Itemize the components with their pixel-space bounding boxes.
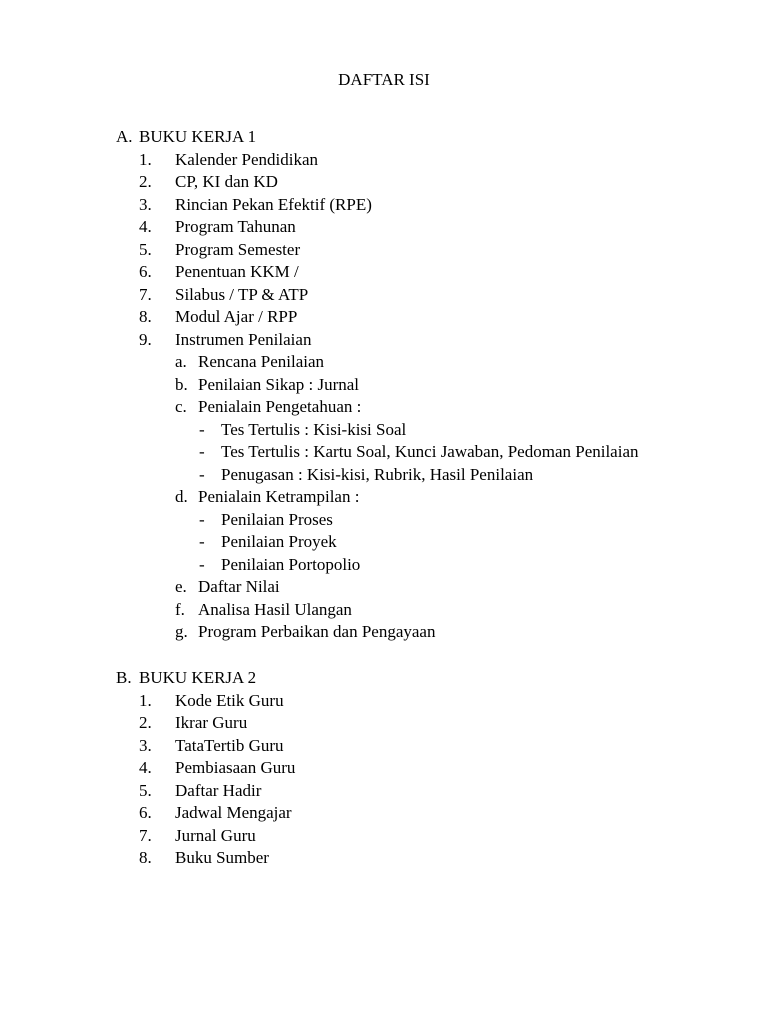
sub-item-label: Penialain Ketrampilan : (198, 487, 360, 506)
section-marker: B. (116, 668, 132, 687)
item-number: 2. (139, 172, 152, 191)
sub-item-letter: e. (175, 577, 187, 596)
dash-marker: - (199, 442, 205, 461)
sub-list-item (0, 599, 768, 622)
sub-list-item (0, 351, 768, 374)
item-number: 8. (139, 848, 152, 867)
list-item (0, 690, 768, 713)
bullet-item-label: Penilaian Proses (221, 509, 333, 529)
item-number: 7. (139, 284, 152, 304)
sub-item-letter: d. (175, 487, 188, 506)
sub-list-item (0, 621, 768, 644)
section-buku-kerja-1 (0, 126, 768, 644)
sub-item-letter: a. (175, 352, 187, 371)
item-label: Pembiasaan Guru (175, 758, 296, 777)
item-number: 2. (139, 713, 152, 732)
item-label: Jadwal Mengajar (175, 803, 292, 822)
sub-item-label: Analisa Hasil Ulangan (198, 599, 352, 619)
dash-marker: - (199, 532, 205, 551)
sub-item-label: Penilaian Sikap : Jurnal (198, 374, 360, 394)
list-item (0, 149, 768, 172)
section-heading (0, 667, 768, 690)
sub-item-letter: b. (175, 374, 188, 394)
item-label: Modul Ajar / RPP (175, 307, 298, 326)
bullet-item-label: Tes Tertulis : Kartu Soal, Kunci Jawaban, Pedoman Penilaian (221, 442, 639, 461)
dash-marker: - (199, 554, 205, 574)
item-number: 3. (139, 194, 152, 214)
bullet-item (0, 554, 768, 577)
list-item (0, 825, 768, 848)
item-label: Jurnal Guru (175, 825, 256, 845)
dash-marker: - (199, 509, 205, 529)
item-label: Program Tahunan (175, 217, 296, 236)
section-marker: A. (116, 127, 133, 146)
item-label: Buku Sumber (175, 848, 269, 867)
item-number: 1. (139, 149, 152, 169)
item-label: Penentuan KKM / (175, 262, 299, 281)
list-item (0, 261, 768, 284)
sub-item-label: Program Perbaikan dan Pengayaan (198, 622, 436, 641)
item-number: 5. (139, 239, 152, 259)
list-item (0, 306, 768, 329)
item-label: CP, KI dan KD (175, 172, 278, 191)
item-label: Ikrar Guru (175, 713, 248, 732)
section-heading-text: BUKU KERJA 1 (139, 127, 257, 146)
item-label: Daftar Hadir (175, 780, 262, 800)
sub-list-item (0, 374, 768, 397)
item-label: Silabus / TP & ATP (175, 284, 309, 304)
section-buku-kerja-2 (0, 667, 768, 870)
list-item (0, 194, 768, 217)
list-item (0, 802, 768, 825)
item-number: 1. (139, 690, 152, 710)
item-label: Kode Etik Guru (175, 690, 284, 710)
item-label: Instrumen Penilaian (175, 329, 312, 349)
sub-list-item (0, 396, 768, 419)
bullet-item (0, 509, 768, 532)
item-number: 8. (139, 307, 152, 326)
sub-item-label: Daftar Nilai (198, 577, 280, 596)
sub-item-label: Rencana Penilaian (198, 352, 325, 371)
sub-list-item (0, 486, 768, 509)
bullet-item (0, 419, 768, 442)
dash-marker: - (199, 419, 205, 439)
sub-item-label: Penialain Pengetahuan : (198, 397, 362, 416)
sub-list-item (0, 576, 768, 599)
item-label: Program Semester (175, 239, 301, 259)
item-number: 5. (139, 780, 152, 800)
sub-item-letter: f. (175, 599, 185, 619)
item-number: 6. (139, 262, 152, 281)
item-number: 9. (139, 329, 152, 349)
list-item (0, 712, 768, 735)
sub-item-letter: c. (175, 397, 187, 416)
item-number: 4. (139, 217, 152, 236)
item-number: 7. (139, 825, 152, 845)
bullet-item-label: Penilaian Portopolio (221, 554, 361, 574)
page-title: DAFTAR ISI (338, 70, 430, 89)
section-heading-text: BUKU KERJA 2 (139, 668, 257, 687)
list-item (0, 239, 768, 262)
bullet-item (0, 531, 768, 554)
sub-item-letter: g. (175, 622, 188, 641)
section-heading (0, 126, 768, 149)
bullet-item (0, 464, 768, 487)
bullet-item-label: Tes Tertulis : Kisi-kisi Soal (221, 419, 407, 439)
list-item (0, 780, 768, 803)
list-item (0, 735, 768, 758)
bullet-item (0, 441, 768, 464)
item-label: Kalender Pendidikan (175, 149, 319, 169)
list-item (0, 284, 768, 307)
item-number: 3. (139, 735, 152, 755)
item-label: Rincian Pekan Efektif (RPE) (175, 194, 372, 214)
list-item (0, 847, 768, 870)
item-number: 6. (139, 803, 152, 822)
dash-marker: - (199, 464, 205, 484)
bullet-item-label: Penugasan : Kisi-kisi, Rubrik, Hasil Penilaian (221, 464, 534, 484)
list-item (0, 329, 768, 352)
list-item (0, 757, 768, 780)
item-label: TataTertib Guru (175, 735, 284, 755)
list-item (0, 216, 768, 239)
list-item (0, 171, 768, 194)
bullet-item-label: Penilaian Proyek (221, 532, 337, 551)
item-number: 4. (139, 758, 152, 777)
